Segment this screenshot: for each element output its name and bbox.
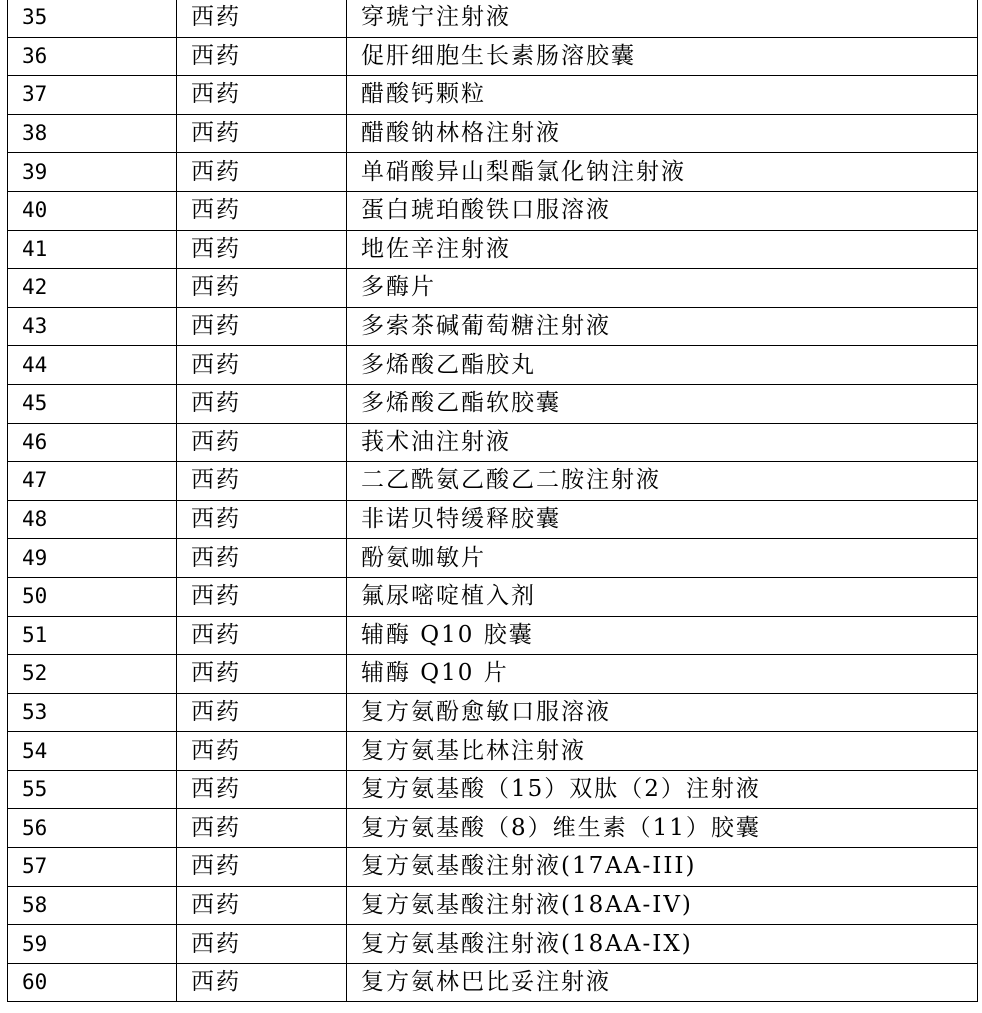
category-cell: 西药: [177, 655, 347, 694]
category-cell: 西药: [177, 963, 347, 1002]
table-row: [8, 269, 978, 308]
table-row: [8, 963, 978, 1002]
drug-name-cell: 多烯酸乙酯软胶囊: [347, 384, 978, 423]
category-cell: 西药: [177, 76, 347, 115]
row-number-cell: 59: [8, 925, 177, 964]
row-number-cell: 53: [8, 693, 177, 732]
table-row: [8, 655, 978, 694]
row-number-cell: 41: [8, 230, 177, 269]
row-number-cell: 45: [8, 384, 177, 423]
category-cell: 西药: [177, 500, 347, 539]
drug-name-cell: 二乙酰氨乙酸乙二胺注射液: [347, 462, 978, 501]
drug-name-cell: 醋酸钠林格注射液: [347, 114, 978, 153]
row-number-cell: 35: [8, 0, 177, 37]
category-cell: 西药: [177, 539, 347, 578]
row-number-cell: 39: [8, 153, 177, 192]
category-cell: 西药: [177, 191, 347, 230]
drug-name-cell: 地佐辛注射液: [347, 230, 978, 269]
drug-name-cell: 复方氨酚愈敏口服溶液: [347, 693, 978, 732]
drug-name-cell: 蛋白琥珀酸铁口服溶液: [347, 191, 978, 230]
row-number-cell: 49: [8, 539, 177, 578]
drug-name-cell: 莪术油注射液: [347, 423, 978, 462]
table-row: [8, 423, 978, 462]
row-number-cell: 55: [8, 770, 177, 809]
drug-name-cell: 促肝细胞生长素肠溶胶囊: [347, 37, 978, 76]
category-cell: 西药: [177, 732, 347, 771]
table-row: [8, 462, 978, 501]
drug-name-cell: 氟尿嘧啶植入剂: [347, 577, 978, 616]
category-cell: 西药: [177, 269, 347, 308]
table-row: [8, 770, 978, 809]
drug-name-cell: 辅酶 Q10 胶囊: [347, 616, 978, 655]
row-number-cell: 44: [8, 346, 177, 385]
drug-name-cell: 非诺贝特缓释胶囊: [347, 500, 978, 539]
category-cell: 西药: [177, 616, 347, 655]
drug-name-cell: 辅酶 Q10 片: [347, 655, 978, 694]
drug-name-cell: 复方氨基酸（8）维生素（11）胶囊: [347, 809, 978, 848]
table-row: [8, 384, 978, 423]
row-number-cell: 58: [8, 886, 177, 925]
row-number-cell: 57: [8, 848, 177, 887]
category-cell: 西药: [177, 770, 347, 809]
drug-name-cell: 穿琥宁注射液: [347, 0, 978, 37]
table-row: [8, 346, 978, 385]
table-row: [8, 809, 978, 848]
drug-name-cell: 复方氨基酸注射液(18AA-IV): [347, 886, 978, 925]
category-cell: 西药: [177, 693, 347, 732]
table-row: [8, 37, 978, 76]
table-row: [8, 191, 978, 230]
category-cell: 西药: [177, 0, 347, 37]
category-cell: 西药: [177, 886, 347, 925]
category-cell: 西药: [177, 37, 347, 76]
drug-name-cell: 单硝酸异山梨酯氯化钠注射液: [347, 153, 978, 192]
category-cell: 西药: [177, 346, 347, 385]
table-row: [8, 886, 978, 925]
drug-name-cell: 复方氨基酸注射液(17AA-III): [347, 848, 978, 887]
category-cell: 西药: [177, 809, 347, 848]
row-number-cell: 51: [8, 616, 177, 655]
row-number-cell: 52: [8, 655, 177, 694]
table-row: [8, 693, 978, 732]
row-number-cell: 38: [8, 114, 177, 153]
row-number-cell: 37: [8, 76, 177, 115]
row-number-cell: 54: [8, 732, 177, 771]
category-cell: 西药: [177, 384, 347, 423]
table-row: [8, 153, 978, 192]
drug-name-cell: 复方氨基酸注射液(18AA-IX): [347, 925, 978, 964]
drug-name-cell: 酚氨咖敏片: [347, 539, 978, 578]
row-number-cell: 50: [8, 577, 177, 616]
table-row: [8, 76, 978, 115]
table-row: [8, 848, 978, 887]
table-row: [8, 114, 978, 153]
table-row: [8, 577, 978, 616]
category-cell: 西药: [177, 577, 347, 616]
category-cell: 西药: [177, 462, 347, 501]
table-row: [8, 0, 978, 37]
table-row: [8, 616, 978, 655]
table-body: [8, 0, 978, 1002]
category-cell: 西药: [177, 307, 347, 346]
drug-name-cell: 多酶片: [347, 269, 978, 308]
drug-list-table: [7, 0, 978, 1002]
row-number-cell: 42: [8, 269, 177, 308]
table-row: [8, 925, 978, 964]
row-number-cell: 43: [8, 307, 177, 346]
row-number-cell: 60: [8, 963, 177, 1002]
drug-name-cell: 复方氨林巴比妥注射液: [347, 963, 978, 1002]
category-cell: 西药: [177, 153, 347, 192]
row-number-cell: 46: [8, 423, 177, 462]
drug-name-cell: 复方氨基酸（15）双肽（2）注射液: [347, 770, 978, 809]
table-row: [8, 307, 978, 346]
category-cell: 西药: [177, 230, 347, 269]
drug-name-cell: 复方氨基比林注射液: [347, 732, 978, 771]
drug-name-cell: 醋酸钙颗粒: [347, 76, 978, 115]
drug-name-cell: 多烯酸乙酯胶丸: [347, 346, 978, 385]
table-row: [8, 230, 978, 269]
row-number-cell: 47: [8, 462, 177, 501]
table-row: [8, 500, 978, 539]
category-cell: 西药: [177, 423, 347, 462]
category-cell: 西药: [177, 848, 347, 887]
row-number-cell: 56: [8, 809, 177, 848]
table-row: [8, 732, 978, 771]
drug-name-cell: 多索茶碱葡萄糖注射液: [347, 307, 978, 346]
table-row: [8, 539, 978, 578]
row-number-cell: 36: [8, 37, 177, 76]
row-number-cell: 40: [8, 191, 177, 230]
category-cell: 西药: [177, 925, 347, 964]
category-cell: 西药: [177, 114, 347, 153]
row-number-cell: 48: [8, 500, 177, 539]
